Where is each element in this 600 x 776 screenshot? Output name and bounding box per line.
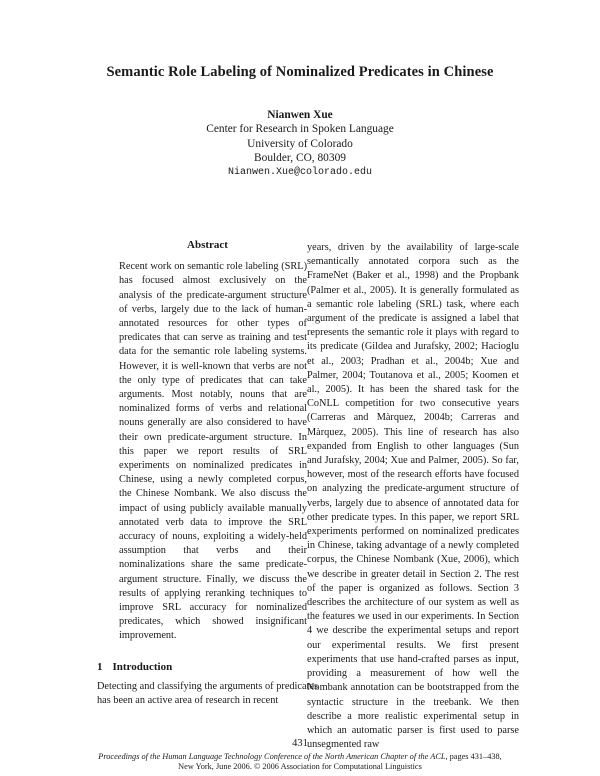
section-title: Introduction (112, 660, 173, 673)
paper-title: Semantic Role Labeling of Nominalized Predicates in Chinese (106, 64, 494, 80)
proceedings-place-date: New York, June 2006. (178, 762, 254, 771)
introduction-text: Detecting and classifying the arguments of predicates has been an active area of research in recent (97, 680, 318, 707)
abstract-heading: Abstract (187, 239, 228, 251)
author-affiliation: Center for Research in Spoken Language (206, 123, 394, 136)
author-location: Boulder, CO, 80309 (254, 152, 346, 165)
section-number: 1 (97, 660, 103, 673)
right-column (307, 241, 519, 752)
author-university: University of Colorado (247, 137, 353, 150)
author-block (0, 108, 600, 180)
left-column (97, 238, 318, 708)
right-column-text: years, driven by the availability of large-scale semantically annotated corpora such as the FrameNet (Baker et al., 1998) and the Propbank (Palmer et al., 2005). It is generally formulated as a semantic role labeling (SRL) task, where each argument of the predicate is assigned a label that represents the semantic role it plays with regard to its predicate (Gildea and Jurafsky, 2002; Hacioglu et al., 2003; Pradhan et al., 2004b; Xue and Palmer, 2004; Toutanova et al., 2005; Koomen et al., 2005). It has been the shared task for the CoNLL competition for two consecutive years (Carreras and Màrquez, 2004b; Carreras and Màrquez, 2005). This line of research has also expanded from English to other languages (Sun and Jurafsky, 2004; Xue and Palmer, 2005). So far, however, most of the research efforts have focused on analyzing the predicate-argument structure of verbs, largely due to absence of annotated data for other predicate types. In this paper, we report SRL experiments performed on nominalized predicates in Chinese, taking advantage of a newly completed corpus, the Chinese Nombank (Xue, 2006), which we describe in greater detail in Section 2. The rest of the paper is organized as follows. Section 3 describes the architecture of our system as well as the features we used in our experiments. In Section 4 we describe the experimental setups and report our experimental results. We first present experiments that use hand-crafted parses as input, providing a measurement of how well the Nombank annotation can be bootstrapped from the syntactic structure in the treebank. We then describe a more realistic experimental setup in which an automatic parser is first used to parse unsegmented raw (307, 242, 519, 751)
proceedings-pages: , pages 431–438, (445, 752, 502, 761)
proceedings-footer (60, 752, 540, 772)
copyright-notice: © 2006 Association for Computational Linguistics (253, 762, 422, 771)
introduction-heading (97, 660, 318, 674)
author-email[interactable]: Nianwen.Xue@colorado.edu (227, 166, 373, 178)
author-name: Nianwen Xue (267, 109, 333, 121)
proceedings-title: Proceedings of the Human Language Technology Conference of the North American Chapter of the ACL (98, 752, 446, 761)
page-number: 431 (292, 738, 308, 749)
abstract-text: Recent work on semantic role labeling (SRL) has focused almost exclusively on the analysis of the predicate-argument structure of verbs, largely due to the lack of human-annotated resources for other types of predicates that can serve as training and test data for the semantic role labeling systems. However, it is well-known that verbs are not the only type of predicates that can take arguments. Most notably, nouns that are nominalized forms of verbs and relational nouns generally are also considered to have their own predicate-argument structure. In this paper we report results of SRL experiments on nominalized predicates in Chinese, using a newly completed corpus, the Chinese Nombank. We also discuss the impact of using publicly available manually annotated verb data to improve the SRL accuracy of nouns, exploiting a widely-held assumption that verbs and their nominalizations share the same predicate-argument structure. Finally, we discuss the results of applying reranking techniques to improve SRL accuracy for nominalized predicates, which showed insignificant improvement. (119, 261, 307, 642)
